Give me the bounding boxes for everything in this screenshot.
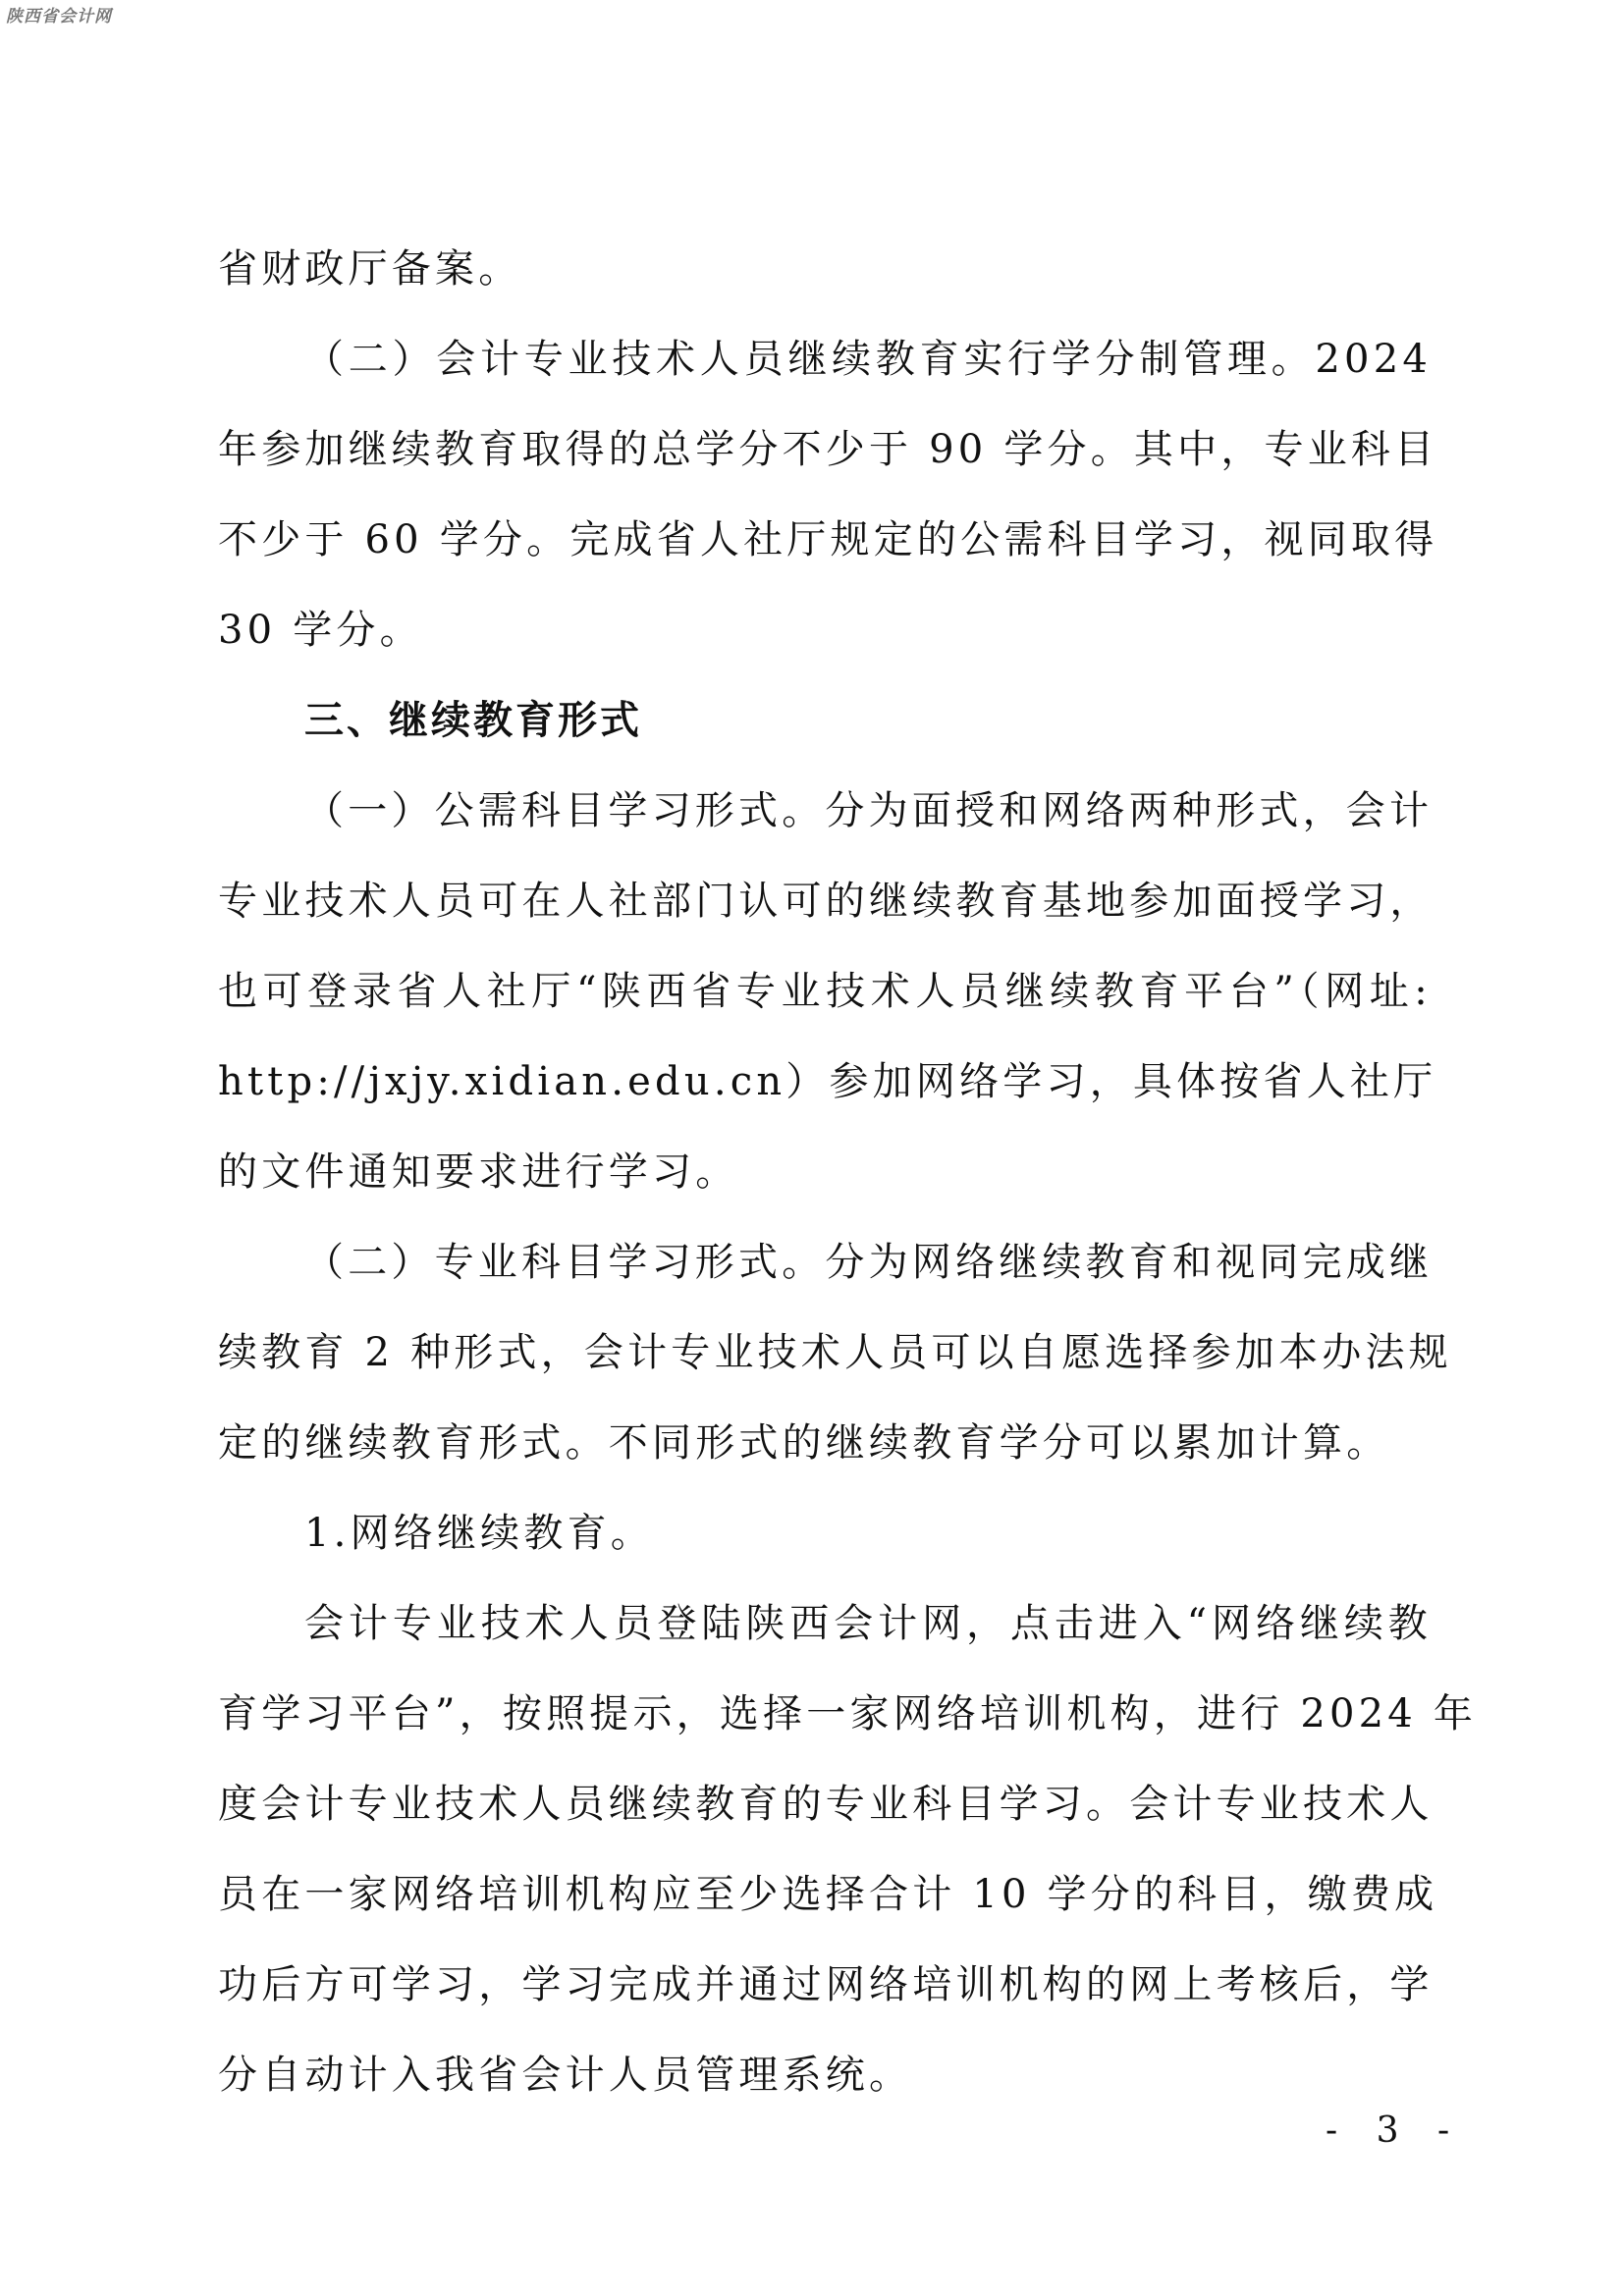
- paragraph-line: 30 学分。: [218, 608, 423, 653]
- paragraph-line: 会计专业技术人员登陆陕西会计网，点击进入“网络继续教: [304, 1601, 1432, 1646]
- paragraph-line: 育学习平台”，按照提示，选择一家网络培训机构，进行 2024 年: [218, 1691, 1478, 1736]
- paragraph-line: 不少于 60 学分。完成省人社厅规定的公需科目学习，视同取得: [218, 517, 1438, 562]
- document-body: [218, 224, 1478, 2120]
- paragraph-line: （二）会计专业技术人员继续教育实行学分制管理。2024: [304, 337, 1432, 382]
- paragraph-line: 度会计专业技术人员继续教育的专业科目学习。会计专业技术人: [218, 1782, 1434, 1827]
- paragraph-line: （二）专业科目学习形式。分为网络继续教育和视同完成继: [304, 1240, 1434, 1285]
- paragraph-line-url: http://jxjy.xidian.edu.cn）参加网络学习，具体按省人社厅: [218, 1059, 1437, 1104]
- subsection-heading: 1.网络继续教育。: [304, 1511, 654, 1556]
- paragraph-line: 专业技术人员可在人社部门认可的继续教育基地参加面授学习，: [218, 879, 1434, 924]
- site-watermark: 陕西省会计网: [6, 7, 112, 27]
- paragraph-line: 年参加继续教育取得的总学分不少于 90 学分。其中，专业科目: [218, 427, 1438, 472]
- paragraph-line: 续教育 2 种形式，会计专业技术人员可以自愿选择参加本办法规: [218, 1330, 1452, 1375]
- paragraph-line: 也可登录省人社厅“陕西省专业技术人员继续教育平台”（网址:: [218, 969, 1432, 1014]
- paragraph-line: 省财政厅备案。: [218, 246, 522, 292]
- paragraph-line: 的文件通知要求进行学习。: [218, 1149, 739, 1195]
- paragraph-line: 员在一家网络培训机构应至少选择合计 10 学分的科目，缴费成: [218, 1872, 1438, 1917]
- paragraph-line: （一）公需科目学习形式。分为面授和网络两种形式，会计: [304, 788, 1434, 833]
- page-number: - 3 -: [1326, 2110, 1464, 2151]
- section-heading: 三、继续教育形式: [304, 698, 642, 743]
- paragraph-line: 分自动计入我省会计人员管理系统。: [218, 2053, 913, 2098]
- paragraph-line: 功后方可学习，学习完成并通过网络培训机构的网上考核后，学: [218, 1962, 1434, 2007]
- paragraph-line: 定的继续教育形式。不同形式的继续教育学分可以累加计算。: [218, 1420, 1390, 1466]
